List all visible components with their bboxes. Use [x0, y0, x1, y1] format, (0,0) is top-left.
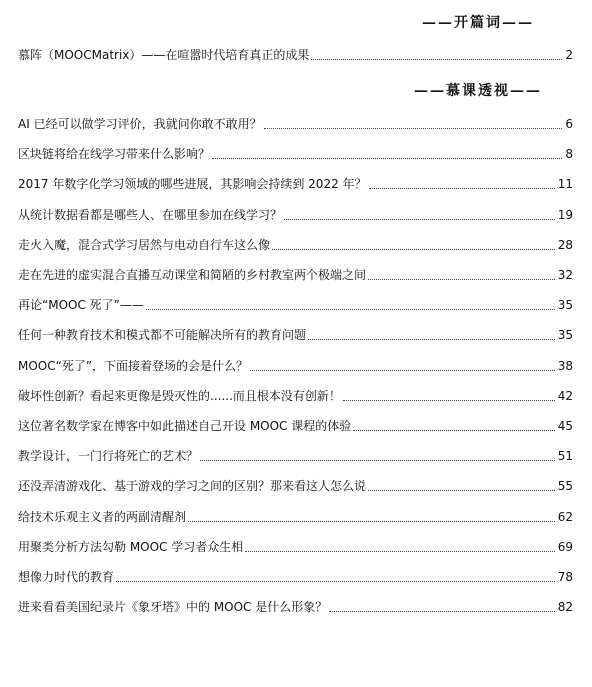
- toc-dot-leader: [329, 611, 554, 612]
- toc-dot-leader: [368, 490, 555, 491]
- toc-entry[interactable]: [18, 417, 573, 435]
- toc-entry-page: 38: [557, 358, 573, 373]
- toc-entry-title: 这位著名数学家在博客中如此描述自己开设 MOOC 课程的体验: [18, 419, 352, 433]
- toc-dot-leader: [264, 128, 563, 129]
- toc-dot-leader: [308, 339, 555, 340]
- toc-entry-page: 55: [557, 479, 573, 494]
- toc-entry[interactable]: [18, 46, 573, 64]
- toc-entry-title: MOOC“死了”，下面接着登场的会是什么？: [18, 358, 249, 373]
- toc-dot-leader: [146, 309, 555, 310]
- toc-entry[interactable]: [18, 145, 573, 163]
- toc-entry-title: 教学设计，一门行将死亡的艺术？: [18, 449, 199, 464]
- toc-entry[interactable]: [18, 477, 573, 495]
- toc-entry[interactable]: [18, 326, 573, 344]
- toc-entry[interactable]: [18, 206, 573, 224]
- toc-dot-leader: [272, 249, 555, 250]
- toc-entry-page: 35: [557, 298, 573, 313]
- toc-entry[interactable]: [18, 236, 573, 254]
- toc-entry-title: 从统计数据看都是哪些人、在哪里参加在线学习？: [18, 207, 283, 222]
- toc-entry-title: AI 已经可以做学习评价，我就问你敢不敢用？: [18, 117, 262, 131]
- toc-entry[interactable]: [18, 598, 573, 616]
- toc-dot-leader: [245, 551, 554, 552]
- toc-entry-title: 走在先进的虚实混合直播互动课堂和简陋的乡村教室两个极端之间: [18, 268, 367, 282]
- toc-entry[interactable]: [18, 357, 573, 375]
- toc-entry-title: 区块链将给在线学习带来什么影响？: [18, 147, 211, 162]
- toc-entry-title: 进来看看美国纪录片《象牙塔》中的 MOOC 是什么形象？: [18, 600, 328, 615]
- toc-entry[interactable]: [18, 508, 573, 526]
- toc-dot-leader: [250, 370, 555, 371]
- toc-dot-leader: [343, 400, 555, 401]
- toc-dot-leader: [116, 581, 555, 582]
- toc-entry-title: 慕阵（MOOCMatrix）——在喧嚣时代培育真正的成果: [18, 48, 310, 62]
- toc-entry[interactable]: [18, 175, 573, 193]
- toc-dot-leader: [284, 219, 555, 220]
- toc-entry-title: 2017 年数字化学习领域的哪些进展，其影响会持续到 2022 年？: [18, 177, 367, 192]
- toc-entry-page: 51: [557, 449, 573, 464]
- toc-entry-title: 再论“MOOC 死了”——: [18, 298, 144, 313]
- toc-dot-leader: [212, 158, 562, 159]
- toc-entry[interactable]: [18, 568, 573, 586]
- toc-entry-page: 42: [557, 388, 573, 403]
- toc-entry-page: 82: [557, 600, 573, 615]
- toc-entry[interactable]: [18, 115, 573, 133]
- toc-dot-leader: [200, 460, 555, 461]
- toc-entry[interactable]: [18, 538, 573, 556]
- toc-entry-title: 任何一种教育技术和模式都不可能解决所有的教育问题: [18, 328, 307, 343]
- toc-entry-title: 破坏性创新？看起来更像是毁灭性的......而且根本没有创新！: [18, 388, 341, 403]
- toc-dot-leader: [311, 59, 562, 60]
- toc-entry[interactable]: [18, 296, 573, 314]
- toc-dot-leader: [369, 188, 555, 189]
- toc-entry-title: 给技术乐观主义者的两副清醒剂: [18, 509, 187, 524]
- toc-entry-title: 还没弄清游戏化、基于游戏的学习之间的区别？那来看这人怎么说: [18, 479, 367, 494]
- toc-entry-page: 6: [565, 117, 573, 131]
- toc-entry[interactable]: [18, 266, 573, 284]
- toc-entry-title: 走火入魔，混合式学习居然与电动自行车这么像: [18, 237, 271, 252]
- section-title-opening: ——开篇词——: [422, 15, 534, 31]
- toc-entry-page: 35: [557, 328, 573, 343]
- toc-dot-leader: [353, 430, 554, 431]
- toc-entry-page: 11: [557, 177, 573, 192]
- toc-entry-title: 用聚类分析方法勾勒 MOOC 学习者众生相: [18, 539, 244, 554]
- toc-entry-page: 32: [557, 268, 573, 282]
- toc-entry-page: 19: [557, 207, 573, 222]
- toc-entry-title: 想像力时代的教育: [18, 570, 115, 584]
- toc-entry-page: 45: [557, 419, 573, 433]
- toc-entry[interactable]: [18, 447, 573, 465]
- toc-entry-page: 69: [557, 539, 573, 554]
- toc-entry-page: 2: [565, 48, 573, 62]
- toc-entry-page: 28: [557, 237, 573, 252]
- toc-entry-page: 78: [557, 570, 573, 584]
- toc-entry[interactable]: [18, 387, 573, 405]
- section-title-mooc-perspective: ——慕课透视——: [414, 83, 542, 99]
- toc-dot-leader: [368, 279, 555, 280]
- toc-entry-page: 62: [557, 509, 573, 524]
- toc-entry-page: 8: [565, 147, 573, 162]
- toc-dot-leader: [188, 521, 555, 522]
